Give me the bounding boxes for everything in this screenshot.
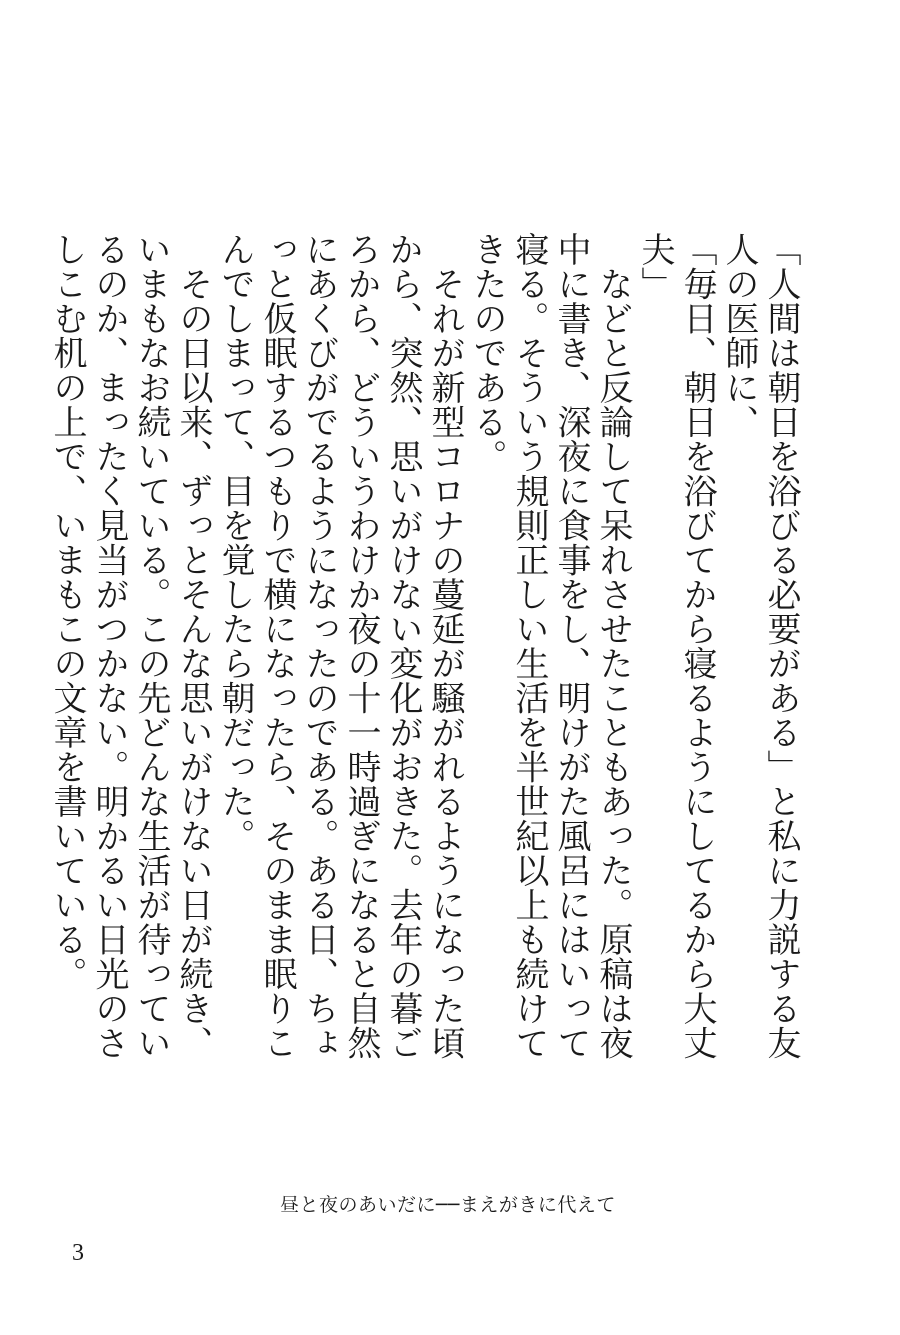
- paragraph-2: 「毎日、朝日を浴びてから寝るようにしてるから大丈夫」: [635, 232, 717, 1060]
- vertical-body-text: [46, 232, 802, 1082]
- running-title: 昼と夜のあいだに──まえがきに代えて: [280, 1194, 616, 1216]
- paragraph-4: それが新型コロナの蔓延が騒がれるようになった頃から、突然、思いがけない変化がおきた。去年の暮ごろから、どういうわけか夜の十一時過ぎになると自然にあくびがでるようになったのである。ある日、ちょっと仮眠するつもりで横になったら、そのまま眠りこんでしまって、目を覚したら朝だった。: [215, 232, 465, 1060]
- paragraph-1: 「人間は朝日を浴びる必要がある」と私に力説する友人の医師に、: [719, 232, 801, 1060]
- page-number: 3: [72, 1240, 84, 1266]
- paragraph-3: などと反論して呆れさせたこともあった。原稿は夜中に書き、深夜に食事をし、明けがた風呂にはいって寝る。そういう規則正しい生活を半世紀以上も続けてきたのである。: [467, 232, 633, 1060]
- paragraph-5: その日以来、ずっとそんな思いがけない日が続き、いまもなお続いている。この先どんな生活が待っているのか、まったく見当がつかない。明かるい日光のさしこむ机の上で、いまもこの文章を書いている。: [47, 232, 213, 1060]
